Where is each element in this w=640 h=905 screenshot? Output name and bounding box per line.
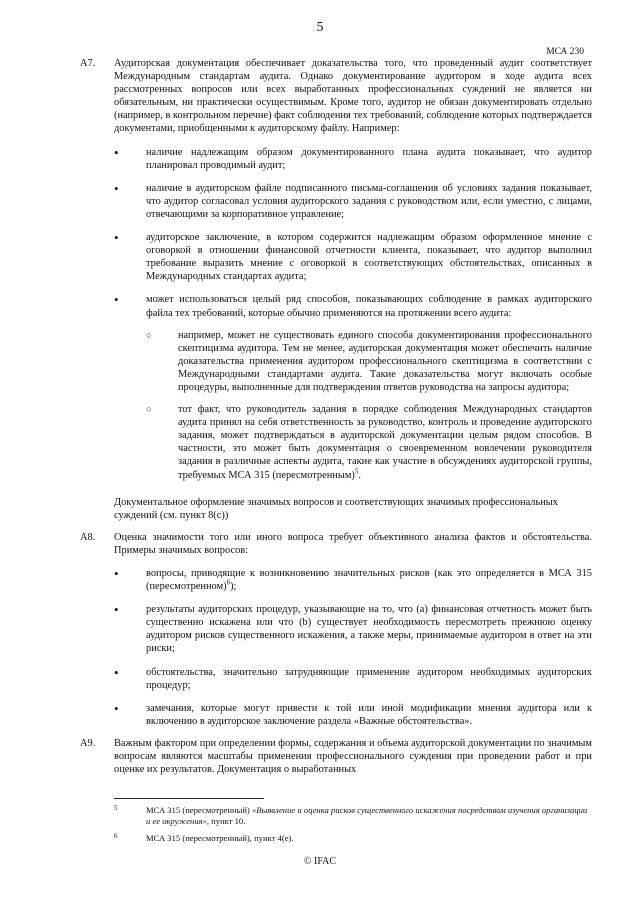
- footnote-text: МСА 315 (пересмотренный): [146, 805, 252, 815]
- bullet-text: обстоятельства, значительно затрудняющие применение аудитором необходимых аудиторских процедур;: [146, 666, 592, 691]
- sub-bullet-item: [146, 403, 592, 482]
- sub-bullet-text: например, может не существовать единого способа документирования профессионального скептицизма аудитора. Тем не менее, аудиторская документация может обеспечить наличие доказательства применения аудитором профессионального скептицизма в соответствии с Международными стандартами аудита. Такие доказательства могут включать особые процедуры, выполненные для подтверждения ответов руководства на запросы аудитора;: [178, 329, 592, 393]
- paragraph-text: Важным фактором при определении формы, содержания и объема аудиторской документации по значимым вопросам являются масштабы применения профессионального суждения при проведении работ и при оценке их результатов. Документация о выработанных: [114, 737, 592, 776]
- circle-bullet-icon: ○: [146, 404, 152, 415]
- footnote-number: 5: [114, 804, 118, 812]
- bullet-icon: •: [114, 292, 119, 308]
- bullet-text: [146, 567, 592, 593]
- bullet-item: [114, 293, 592, 481]
- footnotes: [114, 805, 592, 850]
- footnote-title: «Выявление и оценка рисков существенного искажения посредством изучения организации и ее окружения»: [146, 805, 588, 826]
- page-number: 5: [316, 20, 324, 35]
- paragraph-text: Аудиторская документация обеспечивает доказательства того, что проведенный аудит соответствует Международным стандартам аудита. Однако документирование аудитором в ходе аудита всех рассмотренных вопросов или всех выработанных профессиональных суждений не является ни обязательным, ни практически осуществимым. Кроме того, аудитор не обязан документировать отдельно (например, в контрольном перечне) факт соблюдения тех требований, соблюдение которых подтверждается документами, приобщенными к аудиторскому файлу. Например:: [114, 58, 592, 135]
- bullet-text: замечания, которые могут привести к той или иной модификации мнения аудитора или к включению в аудиторское заключение раздела «Важные обстоятельства».: [146, 702, 592, 727]
- footnote-ref[interactable]: 5: [354, 467, 359, 476]
- bullet-text: может использоваться целый ряд способов, показывающих соблюдение в рамках аудиторского файла тех требований, которые обычно применяются на протяжении всего аудита:: [146, 294, 592, 319]
- bullet-text-end: );: [230, 581, 237, 593]
- paragraph-a8: [80, 531, 592, 728]
- paragraph-a7: [80, 57, 592, 482]
- bullet-icon: •: [114, 144, 119, 160]
- document-body: [80, 57, 592, 776]
- bullet-item: [114, 702, 592, 728]
- bullet-icon: •: [114, 700, 119, 716]
- section-heading: Документальное оформление значимых вопросов и соответствующих значимых профессиональных суждений (см. пункт 8(с)): [114, 496, 558, 521]
- footnote: [114, 833, 592, 844]
- paragraph-a9: [80, 737, 592, 776]
- copyright: © IFAC: [303, 856, 337, 867]
- bullet-item: [114, 567, 592, 593]
- bullet-text: аудиторское заключение, в котором содержится надлежащим образом оформленное мнение с оговоркой в отношении финансовой отчетности клиента, показывает, что аудитор выполнил требование выразить мнение с оговоркой в соответствующих обстоятельствах, описанных в Международных стандартах аудита;: [146, 232, 592, 283]
- bullet-item: [114, 182, 592, 221]
- bullet-icon: •: [114, 566, 119, 581]
- bullet-icon: •: [114, 230, 119, 246]
- paragraph-text: Оценка значимости того или иного вопроса требует объективного анализа фактов и обстоятельства. Примеры значимых вопросов:: [114, 531, 592, 556]
- bullet-item: [114, 603, 592, 655]
- paragraph-number: А7.: [80, 58, 96, 69]
- bullet-text-main: вопросы, приводящие к возникновению значительных рисков (как это определяется в МСА 315 (пересмотренном): [146, 568, 592, 593]
- sub-bullet-text-main: тот факт, что руководитель задания в порядке соблюдения Международных стандартов аудита принял на себя ответственность за руководство, контроль и проведение аудиторского задания, может подтверждаться в аудиторской документации целым рядом способов. В частности, это может быть документация о своевременном вовлечении руководителя задания в различные аспекты аудита, такие как участие в обсуждениях аудиторской группы, требуемых МСА 315 (пересмотренным): [178, 404, 592, 481]
- footnote-tail: , пункт 10.: [206, 816, 246, 826]
- document-code: МСА 230: [546, 47, 584, 57]
- sub-bullet-item: [146, 329, 592, 394]
- bullet-text: наличие в аудиторском файле подписанного письма-соглашения об условиях задания показывает, что аудитор согласовал условия аудиторского задания с руководством или, если уместно, с лицами, отвечающими за корпоративное управление;: [146, 182, 592, 220]
- bullet-text: наличие надлежащим образом документированного плана аудита показывает, что аудитор планировал проводимый аудит;: [146, 146, 592, 171]
- bullet-item: [114, 146, 592, 172]
- paragraph-number: А9.: [80, 737, 96, 749]
- footnote-text: МСА 315 (пересмотренный), пункт 4(е).: [146, 833, 294, 843]
- paragraph-number: А8.: [80, 531, 96, 543]
- bullet-icon: •: [114, 602, 119, 618]
- sub-bullet-text: [178, 403, 592, 482]
- bullet-icon: •: [114, 180, 119, 196]
- footnote-ref[interactable]: 6: [226, 578, 231, 587]
- footnote-number: 6: [114, 832, 118, 840]
- bullet-icon: •: [114, 664, 119, 680]
- bullet-item: [114, 231, 592, 283]
- bullet-text: результаты аудиторских процедур, указывающие на то, что (а) финансовая отчетность может быть существенно искажена или что (b) существует необходимость пересмотреть прежнюю оценку аудитором рисков существенного искажения, а также меры, принимаемые аудитором в ответ на эти риски;: [146, 604, 592, 655]
- footnote: [114, 805, 592, 827]
- sub-bullet-text-end: .: [358, 469, 361, 481]
- footnote-divider: [114, 798, 264, 799]
- circle-bullet-icon: ○: [146, 329, 152, 340]
- bullet-item: [114, 666, 592, 692]
